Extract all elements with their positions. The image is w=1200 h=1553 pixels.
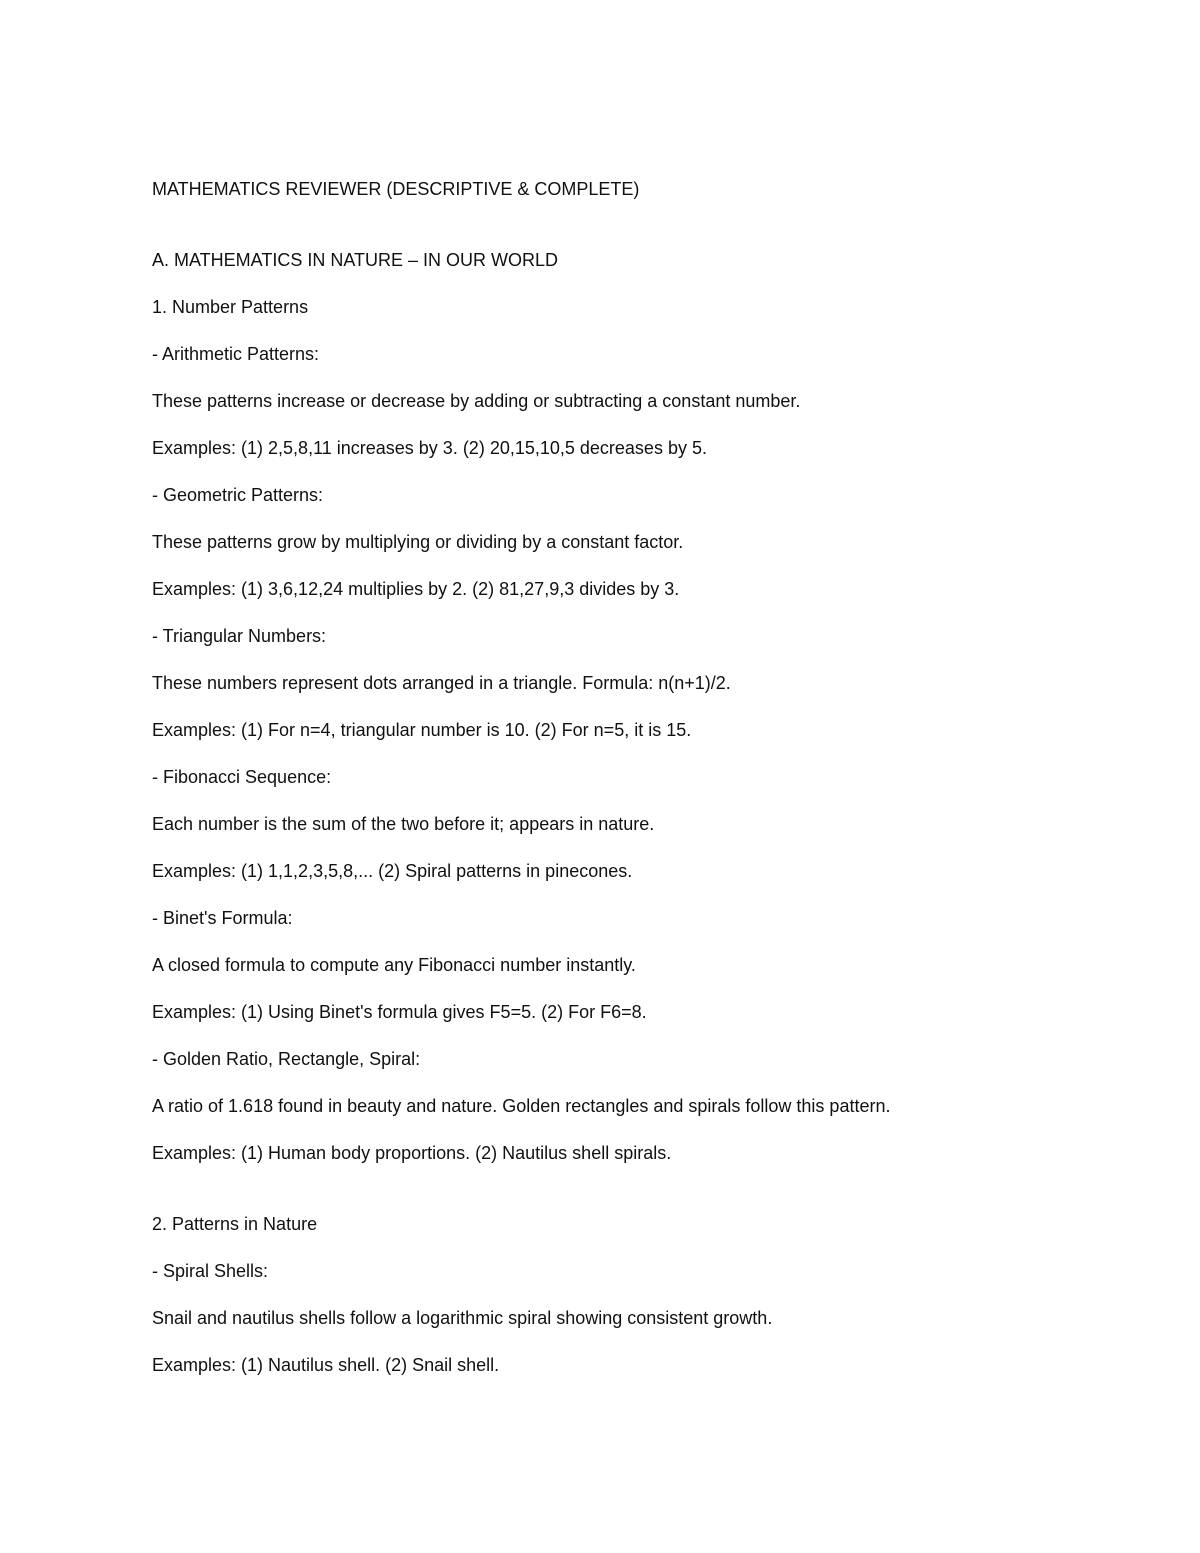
arithmetic-patterns-description: These patterns increase or decrease by adding or subtracting a constant number. (152, 391, 801, 411)
section-heading-a: A. MATHEMATICS IN NATURE – IN OUR WORLD (152, 250, 559, 270)
binets-formula-examples: Examples: (1) Using Binet's formula gives F5=5. (2) For F6=8. (152, 1002, 647, 1022)
binets-formula-description: A closed formula to compute any Fibonacci number instantly. (152, 955, 636, 975)
arithmetic-patterns-label: - Arithmetic Patterns: (152, 344, 320, 364)
fibonacci-sequence-description: Each number is the sum of the two before it; appears in nature. (152, 814, 655, 834)
fibonacci-sequence-examples: Examples: (1) 1,1,2,3,5,8,... (2) Spiral patterns in pinecones. (152, 861, 633, 881)
subsection-heading-patterns-in-nature: 2. Patterns in Nature (152, 1214, 318, 1234)
binets-formula-label: - Binet's Formula: (152, 908, 293, 928)
triangular-numbers-examples: Examples: (1) For n=4, triangular number is 10. (2) For n=5, it is 15. (152, 720, 692, 740)
document-title: MATHEMATICS REVIEWER (DESCRIPTIVE & COMPLETE) (152, 179, 640, 199)
arithmetic-patterns-examples: Examples: (1) 2,5,8,11 increases by 3. (2) 20,15,10,5 decreases by 5. (152, 438, 707, 458)
fibonacci-sequence-label: - Fibonacci Sequence: (152, 767, 332, 787)
triangular-numbers-label: - Triangular Numbers: (152, 626, 327, 646)
geometric-patterns-examples: Examples: (1) 3,6,12,24 multiplies by 2. (2) 81,27,9,3 divides by 3. (152, 579, 680, 599)
subsection-heading-number-patterns: 1. Number Patterns (152, 297, 309, 317)
spiral-shells-examples: Examples: (1) Nautilus shell. (2) Snail shell. (152, 1355, 500, 1375)
spiral-shells-label: - Spiral Shells: (152, 1261, 269, 1281)
golden-ratio-description: A ratio of 1.618 found in beauty and nature. Golden rectangles and spirals follow this pattern. (152, 1096, 891, 1116)
golden-ratio-examples: Examples: (1) Human body proportions. (2) Nautilus shell spirals. (152, 1143, 672, 1163)
golden-ratio-label: - Golden Ratio, Rectangle, Spiral: (152, 1049, 421, 1069)
triangular-numbers-description: These numbers represent dots arranged in a triangle. Formula: n(n+1)/2. (152, 673, 731, 693)
geometric-patterns-label: - Geometric Patterns: (152, 485, 324, 505)
spiral-shells-description: Snail and nautilus shells follow a logarithmic spiral showing consistent growth. (152, 1308, 773, 1328)
geometric-patterns-description: These patterns grow by multiplying or dividing by a constant factor. (152, 532, 684, 552)
